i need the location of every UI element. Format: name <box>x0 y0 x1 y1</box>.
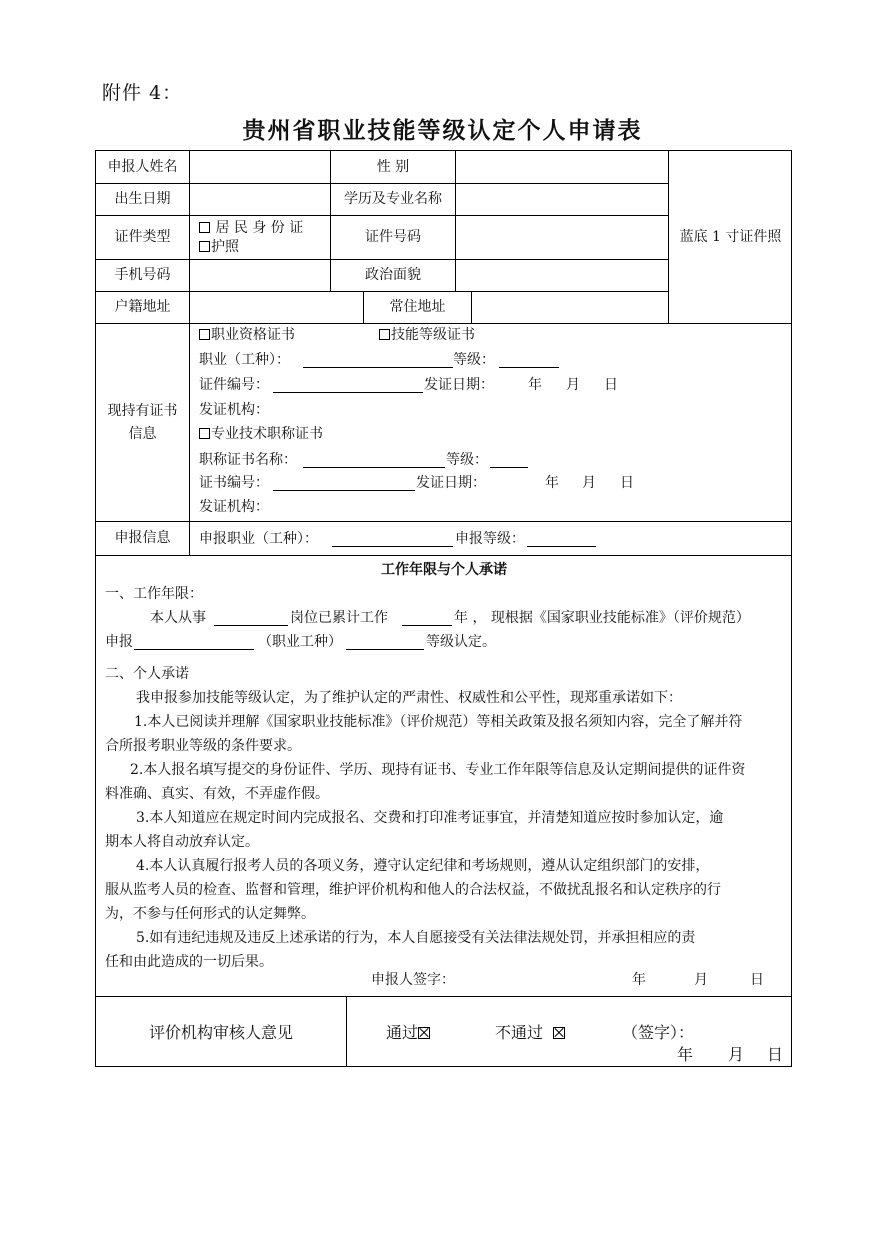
commitment-heading: 工作年限与个人承诺 <box>381 562 507 578</box>
opt-title-cert[interactable]: 专业技术职称证书 <box>199 425 323 443</box>
education-label: 学历及专业名称 <box>344 191 442 207</box>
id-number-label: 证件号码 <box>365 229 421 245</box>
row-divider <box>95 323 792 324</box>
work-post-field[interactable] <box>214 625 288 626</box>
id-type-label: 证件类型 <box>114 229 171 245</box>
review-label: 评价机构审核人意见 <box>148 1023 293 1042</box>
work-years-field[interactable] <box>402 625 452 626</box>
checked-box-icon <box>553 1027 565 1039</box>
review-month: 月 <box>728 1045 745 1064</box>
title-issue-year: 年 <box>545 475 559 491</box>
title-grade-field[interactable] <box>490 467 528 468</box>
commitment-item-1-line-1: 1.本人已阅读并理解《国家职业技能标准》（评价规范）等相关政策及报名须知内容，完全了解并符 <box>134 714 743 730</box>
issue-year: 年 <box>528 377 542 393</box>
apply-grade-label: 申报等级： <box>455 531 525 547</box>
name-label: 申报人姓名 <box>107 159 178 175</box>
cert-section-label: 现持有证书 <box>107 403 178 419</box>
commitment-item-3-line-1: 3.本人知道应在规定时间内完成报名、交费和打印准考证事宜，并清楚知道应按时参加认定，逾 <box>136 810 724 826</box>
row-divider <box>95 215 668 216</box>
id-option-passport[interactable]: 护照 <box>199 238 239 256</box>
issue-date-label: 发证日期： <box>424 377 494 393</box>
issue-day: 日 <box>604 377 618 393</box>
signature-year: 年 <box>632 972 646 988</box>
col-divider <box>189 323 190 555</box>
hukou-label: 户籍地址 <box>114 299 171 315</box>
phone-label: 手机号码 <box>114 267 171 283</box>
row-divider <box>95 291 668 292</box>
row-divider <box>95 183 668 184</box>
checked-box-icon <box>418 1027 430 1039</box>
review-day: 日 <box>767 1045 784 1064</box>
cert-number-label: 证件编号： <box>199 377 269 393</box>
work-years-text-b: 岗位已累计工作 <box>290 610 388 626</box>
review-pass-option[interactable]: 通过 <box>386 1024 430 1042</box>
grade-field[interactable] <box>499 367 559 368</box>
cert-number-field[interactable] <box>273 392 423 393</box>
title-issuer-label: 发证机构： <box>199 499 269 515</box>
photo-placeholder: 蓝底 1 寸证件照 <box>679 229 782 245</box>
apply-occupation-field[interactable] <box>332 546 453 547</box>
reviewer-signature-label: （签字）： <box>622 1023 695 1042</box>
work-years-text-f: 等级认定。 <box>426 634 496 650</box>
occupation-label: 职业（工种）： <box>199 352 290 368</box>
apply-section-label: 申报信息 <box>114 530 171 546</box>
title-issue-day: 日 <box>620 475 634 491</box>
work-years-text-a: 本人从事 <box>150 610 206 626</box>
title-cert-number-label: 证书编号： <box>199 475 269 491</box>
checkbox-icon <box>199 428 210 439</box>
commitment-item-5-line-2: 任和由此造成的一切后果。 <box>105 954 273 970</box>
col-divider <box>189 150 190 291</box>
apply-occupation-label: 申报职业（工种）： <box>199 531 318 547</box>
commitment-item-4-line-3: 为，不参与任何形式的认定舞弊。 <box>105 906 315 922</box>
title-issue-date-label: 发证日期： <box>416 475 486 491</box>
work-years-title: 一、工作年限： <box>105 586 203 602</box>
issuer-label: 发证机构： <box>199 402 269 418</box>
col-divider <box>189 291 190 323</box>
opt-skill-cert[interactable]: 技能等级证书 <box>379 326 475 344</box>
commitment-title: 二、个人承诺 <box>105 666 189 682</box>
checkbox-icon <box>379 329 390 340</box>
birth-date-label: 出生日期 <box>114 191 171 207</box>
checkbox-icon <box>199 222 210 233</box>
row-divider <box>95 555 792 556</box>
commitment-item-2-line-1: 2.本人报名填写提交的身份证件、学历、现持有证书、专业工作年限等信息及认定期间提供的证件资 <box>130 762 746 778</box>
review-fail-option[interactable]: 不通过 <box>495 1024 565 1042</box>
commitment-item-4-line-1: 4.本人认真履行报考人员的各项义务，遵守认定纪律和考场规则，遵从认定组织部门的安排， <box>136 858 710 874</box>
checkbox-icon <box>199 241 210 252</box>
id-option-resident[interactable]: 居 民 身 份 证 <box>199 219 303 237</box>
row-divider <box>95 521 792 522</box>
grade-label: 等级： <box>453 352 495 368</box>
work-years-text-e: （职业工种） <box>258 634 342 650</box>
title-grade-label: 等级： <box>446 452 488 468</box>
title-name-field[interactable] <box>303 467 445 468</box>
apply-grade-field[interactable] <box>527 546 596 547</box>
apply-grade-line-field[interactable] <box>346 649 424 650</box>
title-cert-number-field[interactable] <box>273 490 415 491</box>
work-years-text-c: 年 ， 现根据《国家职业技能标准》（评价规范） <box>454 610 750 626</box>
apply-occupation-line-field[interactable] <box>134 649 254 650</box>
review-year: 年 <box>677 1045 694 1064</box>
row-divider <box>95 996 792 997</box>
checkbox-icon <box>199 329 210 340</box>
political-label: 政治面貌 <box>365 267 421 283</box>
cert-section-label-2: 信息 <box>128 426 157 442</box>
commitment-intro: 我申报参加技能等级认定，为了维护认定的严肃性、权威性和公平性，现郑重承诺如下： <box>136 690 682 706</box>
title-issue-month: 月 <box>582 475 596 491</box>
signature-month: 月 <box>694 972 708 988</box>
row-divider <box>95 259 668 260</box>
title-name-label: 职称证书名称： <box>199 452 297 468</box>
col-divider <box>455 150 456 291</box>
commitment-item-4-line-2: 服从监考人员的检查、监督和管理，维护评价机构和他人的合法权益，不做扰乱报名和认定秩序的行 <box>105 882 721 898</box>
signature-day: 日 <box>750 972 764 988</box>
residence-label: 常住地址 <box>389 299 446 315</box>
col-divider <box>346 996 347 1067</box>
gender-label: 性 别 <box>376 159 410 175</box>
applicant-signature-label: 申报人签字： <box>371 972 455 988</box>
commitment-item-5-line-1: 5.如有违纪违规及违反上述承诺的行为，本人自愿接受有关法律法规处罚，并承担相应的责 <box>136 930 696 946</box>
opt-qualification-cert[interactable]: 职业资格证书 <box>199 326 295 344</box>
commitment-item-2-line-2: 料准确、真实、有效，不弄虚作假。 <box>105 786 329 802</box>
form-title: 贵州省职业技能等级认定个人申请表 <box>242 117 643 144</box>
attachment-number: 附件 4： <box>102 82 183 104</box>
occupation-field[interactable] <box>303 367 453 368</box>
commitment-item-3-line-2: 期本人将自动放弃认定。 <box>105 834 259 850</box>
commitment-item-1-line-2: 合所报考职业等级的条件要求。 <box>105 738 301 754</box>
issue-month: 月 <box>566 377 580 393</box>
work-years-text-d: 申报 <box>105 634 133 650</box>
col-divider <box>471 291 472 323</box>
